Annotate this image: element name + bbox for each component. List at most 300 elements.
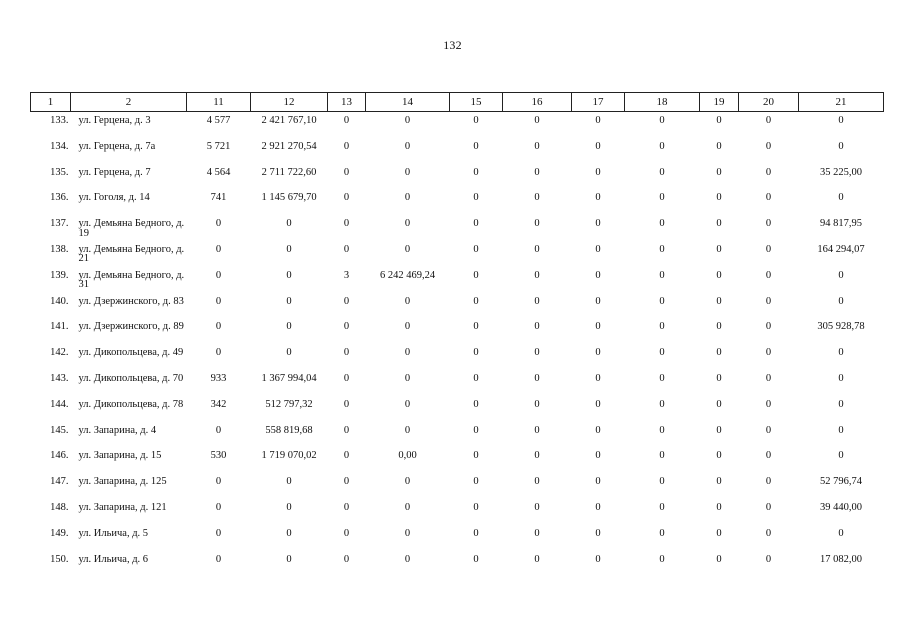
col-20-value: 0 [765,372,772,384]
col-19-value: 0 [716,295,722,307]
row-number-value: 134. [50,140,69,152]
col-21-value: 0 [838,372,844,384]
col-13-value: 0 [343,398,350,410]
col-17-cell [572,241,625,267]
address-value: ул. Герцена, д. 3 [78,115,151,126]
col-13-value: 0 [343,501,350,513]
col-16-cell [503,396,572,422]
col-12-value: 0 [286,321,292,333]
row-number-value: 146. [50,450,69,462]
col-17-cell [572,499,625,525]
col-21-cell [799,344,884,370]
col-19-value: 0 [716,166,722,178]
row-number-value: 144. [50,398,69,410]
col-17-value: 0 [595,501,601,513]
col-20-cell [739,241,799,267]
col-14-cell [366,447,450,473]
col-19-value: 0 [716,527,722,539]
col-19-value: 0 [716,115,722,126]
col-12-cell [251,499,328,525]
col-18-cell [625,267,700,293]
col-15-value: 0 [473,218,479,230]
col-15-value: 0 [473,192,479,204]
col-15-cell [450,499,503,525]
table-row [31,215,884,241]
col-18-value: 0 [659,450,665,462]
col-14-value: 0 [404,347,411,359]
col-15-value: 0 [473,450,479,462]
col-14-value: 0 [404,527,411,539]
col-16-value: 0 [534,424,540,436]
col-12-cell [251,215,328,241]
row-number-cell [31,447,71,473]
col-19-value: 0 [716,501,722,513]
col-18-cell [625,189,700,215]
col-11-cell [187,499,251,525]
col-13-cell [328,112,366,138]
address-cell [71,267,187,293]
col-19-cell [700,267,739,293]
col-14-cell [366,112,450,138]
col-17-value: 0 [595,269,601,281]
col-14-cell [366,525,450,551]
col-17-value: 0 [595,166,601,178]
col-11-cell [187,189,251,215]
col-18-value: 0 [659,295,665,307]
col-12-cell [251,267,328,293]
col-14-cell [366,138,450,164]
col-21-cell [799,241,884,267]
table-row [31,370,884,396]
col-19-cell [700,138,739,164]
col-12-value: 2 421 767,10 [261,115,317,126]
col-19-cell [700,164,739,190]
col-18-cell [625,318,700,344]
col-14-cell [366,189,450,215]
col-14-value: 0 [404,398,411,410]
col-19-value: 0 [716,140,722,152]
col-14-value: 0 [404,192,411,204]
table-body [31,112,884,577]
col-19-value: 0 [716,553,722,565]
col-11-value: 741 [210,192,227,204]
col-18-cell [625,422,700,448]
col-11-cell [187,241,251,267]
col-11-value: 933 [210,372,227,384]
row-number-cell [31,112,71,138]
col-11-cell [187,267,251,293]
col-13-value: 0 [343,372,350,384]
col-21-value: 0 [838,115,844,126]
row-number-value: 135. [50,166,69,178]
col-15-value: 0 [473,269,479,281]
col-21-cell [799,112,884,138]
col-14-cell [366,473,450,499]
col-21-cell [799,267,884,293]
table-row [31,138,884,164]
table-row [31,112,884,138]
col-13-value: 0 [343,476,350,488]
col-20-value: 0 [765,192,772,204]
col-15-value: 0 [473,115,479,126]
col-16-cell [503,267,572,293]
col-16-value: 0 [534,166,540,178]
col-15-cell [450,267,503,293]
column-header: 12 [251,93,328,112]
col-21-cell [799,138,884,164]
col-20-value: 0 [765,501,772,513]
col-21-cell [799,164,884,190]
col-21-value: 35 225,00 [820,166,862,178]
col-19-cell [700,525,739,551]
col-13-cell [328,318,366,344]
col-17-cell [572,189,625,215]
col-13-cell [328,138,366,164]
address-cell [71,422,187,448]
col-15-cell [450,138,503,164]
col-17-value: 0 [595,372,601,384]
col-12-value: 1 145 679,70 [261,192,317,204]
address-value: ул. Герцена, д. 7а [78,140,156,152]
col-16-cell [503,189,572,215]
col-11-value: 0 [215,321,222,333]
col-14-value: 0 [404,424,411,436]
col-11-value: 0 [215,347,222,359]
col-20-value: 0 [765,269,772,281]
col-21-cell [799,215,884,241]
col-17-value: 0 [595,424,601,436]
address-cell [71,499,187,525]
col-12-cell [251,138,328,164]
row-number-cell [31,138,71,164]
address-cell [71,138,187,164]
address-cell [71,164,187,190]
col-11-cell [187,164,251,190]
column-header: 14 [366,93,450,112]
col-21-value: 17 082,00 [820,553,862,565]
col-20-cell [739,473,799,499]
col-16-cell [503,112,572,138]
col-11-value: 5 721 [206,140,231,152]
col-21-value: 0 [838,295,844,307]
address-value: ул. Дзержинского, д. 89 [78,321,184,333]
col-15-cell [450,112,503,138]
table-row [31,241,884,267]
col-19-value: 0 [716,372,722,384]
col-12-cell [251,241,328,267]
col-20-value: 0 [765,347,772,359]
row-number-cell [31,189,71,215]
row-number-cell [31,422,71,448]
col-16-value: 0 [534,398,540,410]
row-number-value: 138. [50,243,69,255]
col-11-cell [187,422,251,448]
col-18-value: 0 [659,372,665,384]
col-14-cell [366,164,450,190]
col-14-value: 0 [404,140,411,152]
col-13-value: 0 [343,140,350,152]
row-number-value: 147. [50,476,69,488]
row-number-cell [31,318,71,344]
col-17-cell [572,318,625,344]
col-21-value: 164 294,07 [817,243,865,255]
col-16-value: 0 [534,553,540,565]
column-header: 21 [799,93,884,112]
col-12-cell [251,344,328,370]
table-row [31,422,884,448]
col-14-cell [366,215,450,241]
col-17-value: 0 [595,553,601,565]
address-cell [71,447,187,473]
table-row [31,344,884,370]
col-11-cell [187,473,251,499]
col-12-value: 1 367 994,04 [261,372,317,384]
col-15-value: 0 [473,243,479,255]
address-value: ул. Ильича, д. 5 [78,527,149,539]
address-value: ул. Дикопольцева, д. 70 [78,372,184,384]
col-15-cell [450,422,503,448]
col-12-cell [251,447,328,473]
col-12-value: 0 [286,347,292,359]
col-16-value: 0 [534,192,540,204]
col-15-cell [450,318,503,344]
col-13-cell [328,267,366,293]
col-19-value: 0 [716,398,722,410]
col-11-cell [187,370,251,396]
col-13-value: 0 [343,347,350,359]
col-18-value: 0 [659,243,665,255]
col-19-cell [700,189,739,215]
address-cell [71,215,187,241]
col-18-cell [625,447,700,473]
col-20-value: 0 [765,398,772,410]
col-19-value: 0 [716,450,722,462]
col-13-value: 0 [343,553,350,565]
col-18-cell [625,370,700,396]
col-18-cell [625,396,700,422]
col-13-cell [328,473,366,499]
col-19-value: 0 [716,218,722,230]
address-value: ул. Запарина, д. 121 [78,501,167,513]
col-21-value: 94 817,95 [820,218,862,230]
col-21-value: 0 [838,398,844,410]
col-18-value: 0 [659,192,665,204]
col-17-value: 0 [595,321,601,333]
col-12-value: 0 [286,553,292,565]
row-number-cell [31,473,71,499]
table-row [31,499,884,525]
col-19-cell [700,396,739,422]
col-16-cell [503,164,572,190]
col-18-value: 0 [659,527,665,539]
col-21-value: 52 796,74 [820,476,862,488]
col-17-value: 0 [595,347,601,359]
address-value: ул. Запарина, д. 125 [78,476,167,488]
col-18-cell [625,499,700,525]
col-12-value: 0 [286,295,292,307]
col-12-value: 512 797,32 [265,398,313,410]
col-16-value: 0 [534,450,540,462]
column-header: 1 [31,93,71,112]
col-20-value: 0 [765,450,772,462]
col-20-value: 0 [765,218,772,230]
col-18-value: 0 [659,501,665,513]
table-row [31,318,884,344]
col-11-value: 0 [215,243,222,255]
col-19-value: 0 [716,424,722,436]
col-14-cell [366,267,450,293]
col-18-value: 0 [659,553,665,565]
col-16-cell [503,422,572,448]
col-15-cell [450,473,503,499]
col-13-value: 0 [343,424,350,436]
row-number-cell [31,525,71,551]
col-11-value: 0 [215,527,222,539]
col-20-value: 0 [765,553,772,565]
col-11-cell [187,396,251,422]
col-11-cell [187,525,251,551]
col-16-value: 0 [534,243,540,255]
col-16-value: 0 [534,321,540,333]
col-19-cell [700,551,739,577]
col-11-cell [187,293,251,319]
col-19-cell [700,473,739,499]
col-14-value: 0 [404,218,411,230]
col-14-value: 0 [404,295,411,307]
col-21-value: 0 [838,424,844,436]
col-19-value: 0 [716,192,722,204]
col-21-cell [799,499,884,525]
col-15-value: 0 [473,347,479,359]
col-20-value: 0 [765,321,772,333]
row-number-value: 137. [50,218,69,230]
col-13-value: 0 [343,166,350,178]
address-cell [71,112,187,138]
col-17-cell [572,267,625,293]
col-11-cell [187,318,251,344]
col-12-cell [251,293,328,319]
col-18-value: 0 [659,140,665,152]
col-14-value: 0 [404,372,411,384]
col-14-cell [366,370,450,396]
col-14-value: 0,00 [398,450,417,462]
table-row [31,473,884,499]
address-cell [71,370,187,396]
col-19-cell [700,370,739,396]
col-11-value: 0 [215,553,222,565]
col-17-value: 0 [595,115,601,126]
col-20-cell [739,525,799,551]
col-18-value: 0 [659,218,665,230]
col-20-value: 0 [765,424,772,436]
col-14-value: 0 [404,553,411,565]
col-15-cell [450,344,503,370]
col-11-value: 0 [215,501,222,513]
col-17-value: 0 [595,140,601,152]
col-16-value: 0 [534,115,540,126]
col-11-cell [187,551,251,577]
column-header: 16 [503,93,572,112]
col-20-value: 0 [765,476,772,488]
column-header: 13 [328,93,366,112]
col-16-cell [503,551,572,577]
col-15-cell [450,164,503,190]
row-number-cell [31,499,71,525]
col-16-cell [503,241,572,267]
col-20-cell [739,551,799,577]
table-row [31,396,884,422]
col-13-value: 3 [343,269,350,281]
col-18-cell [625,164,700,190]
row-number-cell [31,293,71,319]
address-value: ул. Демьяна Бедного, д. 21 [78,243,185,265]
address-value: ул. Дикопольцева, д. 78 [78,398,184,410]
col-14-cell [366,551,450,577]
col-12-value: 558 819,68 [265,424,313,436]
col-21-value: 0 [838,140,844,152]
col-15-cell [450,525,503,551]
col-18-value: 0 [659,476,665,488]
col-11-value: 4 577 [206,115,231,126]
col-19-cell [700,293,739,319]
col-18-cell [625,551,700,577]
address-value: ул. Гоголя, д. 14 [78,192,150,204]
row-number-value: 148. [50,501,69,513]
col-11-value: 0 [215,295,222,307]
col-13-cell [328,499,366,525]
table-row [31,447,884,473]
col-11-cell [187,112,251,138]
col-11-value: 0 [215,218,222,230]
col-21-value: 0 [838,347,844,359]
address-value: ул. Дзержинского, д. 83 [78,295,184,307]
column-header: 2 [71,93,187,112]
col-17-cell [572,112,625,138]
col-18-cell [625,344,700,370]
col-13-value: 0 [343,527,350,539]
col-12-cell [251,189,328,215]
col-18-cell [625,293,700,319]
col-19-cell [700,318,739,344]
col-17-cell [572,293,625,319]
col-17-cell [572,525,625,551]
row-number-value: 139. [50,269,69,281]
row-number-cell [31,344,71,370]
header-row [31,93,884,112]
col-21-value: 0 [838,269,844,281]
page-number: 132 [443,38,462,52]
col-14-value: 0 [404,501,411,513]
col-13-value: 0 [343,192,350,204]
col-18-cell [625,215,700,241]
col-17-cell [572,422,625,448]
col-20-cell [739,138,799,164]
col-21-value: 39 440,00 [820,501,862,513]
col-20-value: 0 [765,115,772,126]
col-18-value: 0 [659,269,665,281]
col-17-value: 0 [595,527,601,539]
address-cell [71,318,187,344]
col-15-cell [450,189,503,215]
col-13-value: 0 [343,243,350,255]
row-number-cell [31,164,71,190]
col-20-value: 0 [765,166,772,178]
col-14-value: 0 [404,115,411,126]
col-16-value: 0 [534,527,540,539]
address-cell [71,473,187,499]
col-18-cell [625,112,700,138]
column-header: 15 [450,93,503,112]
